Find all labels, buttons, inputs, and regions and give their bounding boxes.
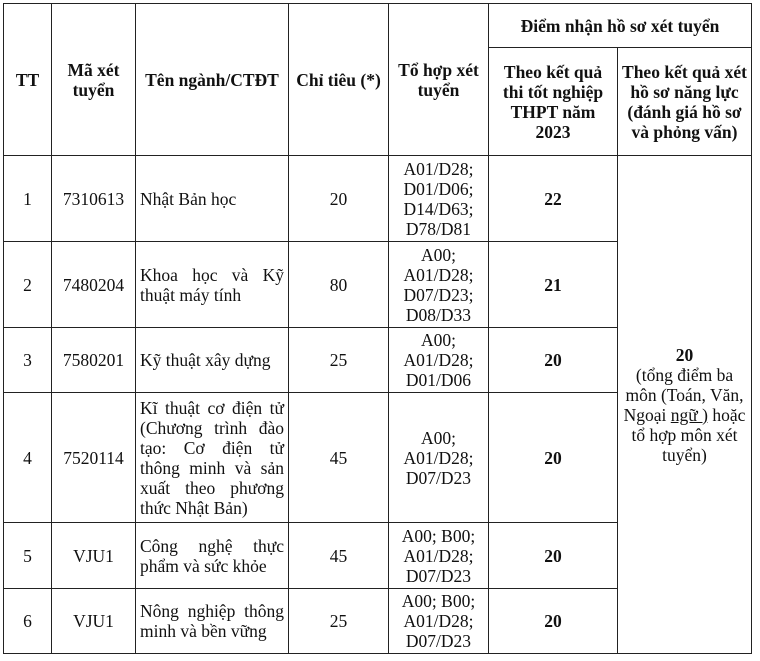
cell-chi-tieu: 45: [289, 393, 389, 523]
cell-ma: 7310613: [52, 156, 136, 242]
cell-tt: 6: [4, 589, 52, 654]
cell-tt: 2: [4, 242, 52, 328]
cell-ma: VJU1: [52, 589, 136, 654]
cell-diem-thpt: 20: [489, 523, 618, 589]
header-theo-thpt: Theo kết quả thi tốt nghiệp THPT năm 2023: [489, 48, 618, 156]
cell-to-hop: A00; A01/D28; D01/D06: [389, 328, 489, 393]
cell-ma: 7480204: [52, 242, 136, 328]
cell-diem-thpt: 20: [489, 589, 618, 654]
cell-tt: 3: [4, 328, 52, 393]
cell-ten-nganh: Kĩ thuật cơ điện tử (Chương trình đào tạo: Cơ điện tử thông minh và sản xuất theo phương thức Nhật Bản): [136, 393, 289, 523]
cell-diem-nang-luc: [618, 156, 752, 654]
cell-chi-tieu: 45: [289, 523, 389, 589]
cell-to-hop: A00; A01/D28; D07/D23; D08/D33: [389, 242, 489, 328]
header-chi-tieu: Chỉ tiêu (*): [289, 4, 389, 156]
cell-ten-nganh: Nông nghiệp thông minh và bền vững: [136, 589, 289, 654]
header-theo-nang-luc: Theo kết quả xét hồ sơ năng lực (đánh giá hồ sơ và phỏng vấn): [618, 48, 752, 156]
cell-chi-tieu: 20: [289, 156, 389, 242]
cell-chi-tieu: 80: [289, 242, 389, 328]
cell-to-hop: A00; A01/D28; D07/D23: [389, 393, 489, 523]
cell-ten-nganh: Khoa học và Kỹ thuật máy tính: [136, 242, 289, 328]
cell-to-hop: A01/D28; D01/D06; D14/D63; D78/D81: [389, 156, 489, 242]
cell-tt: 4: [4, 393, 52, 523]
cell-ma: 7520114: [52, 393, 136, 523]
cell-diem-thpt: 22: [489, 156, 618, 242]
cell-tt: 1: [4, 156, 52, 242]
cell-chi-tieu: 25: [289, 589, 389, 654]
header-to-hop: Tổ hợp xét tuyển: [389, 4, 489, 156]
admission-table: [3, 3, 752, 654]
header-tt: TT: [4, 4, 52, 156]
cell-diem-thpt: 20: [489, 328, 618, 393]
cell-diem-thpt: 20: [489, 393, 618, 523]
nang-luc-note-start: (tổng điểm ba môn (Toán, Văn, Ngoại: [623, 364, 744, 425]
cell-ten-nganh: Công nghệ thực phẩm và sức khỏe: [136, 523, 289, 589]
cell-ten-nganh: Nhật Bản học: [136, 156, 289, 242]
cell-tt: 5: [4, 523, 52, 589]
nang-luc-note-end: hoặc tổ hợp môn xét tuyển): [631, 404, 746, 465]
nang-luc-score: 20: [675, 344, 694, 365]
cell-ma: VJU1: [52, 523, 136, 589]
cell-to-hop: A00; B00; A01/D28; D07/D23: [389, 523, 489, 589]
nang-luc-note: [622, 365, 747, 465]
cell-ma: 7580201: [52, 328, 136, 393]
cell-to-hop: A00; B00; A01/D28; D07/D23: [389, 589, 489, 654]
cell-diem-thpt: 21: [489, 242, 618, 328]
table-row: [4, 156, 752, 242]
header-ma-xet-tuyen: Mã xét tuyển: [52, 4, 136, 156]
cell-chi-tieu: 25: [289, 328, 389, 393]
header-diem-nhan-ho-so: Điểm nhận hồ sơ xét tuyển: [489, 4, 752, 48]
cell-ten-nganh: Kỹ thuật xây dựng: [136, 328, 289, 393]
nang-luc-note-underlined: ngữ ): [670, 404, 708, 425]
header-ten-nganh: Tên ngành/CTĐT: [136, 4, 289, 156]
